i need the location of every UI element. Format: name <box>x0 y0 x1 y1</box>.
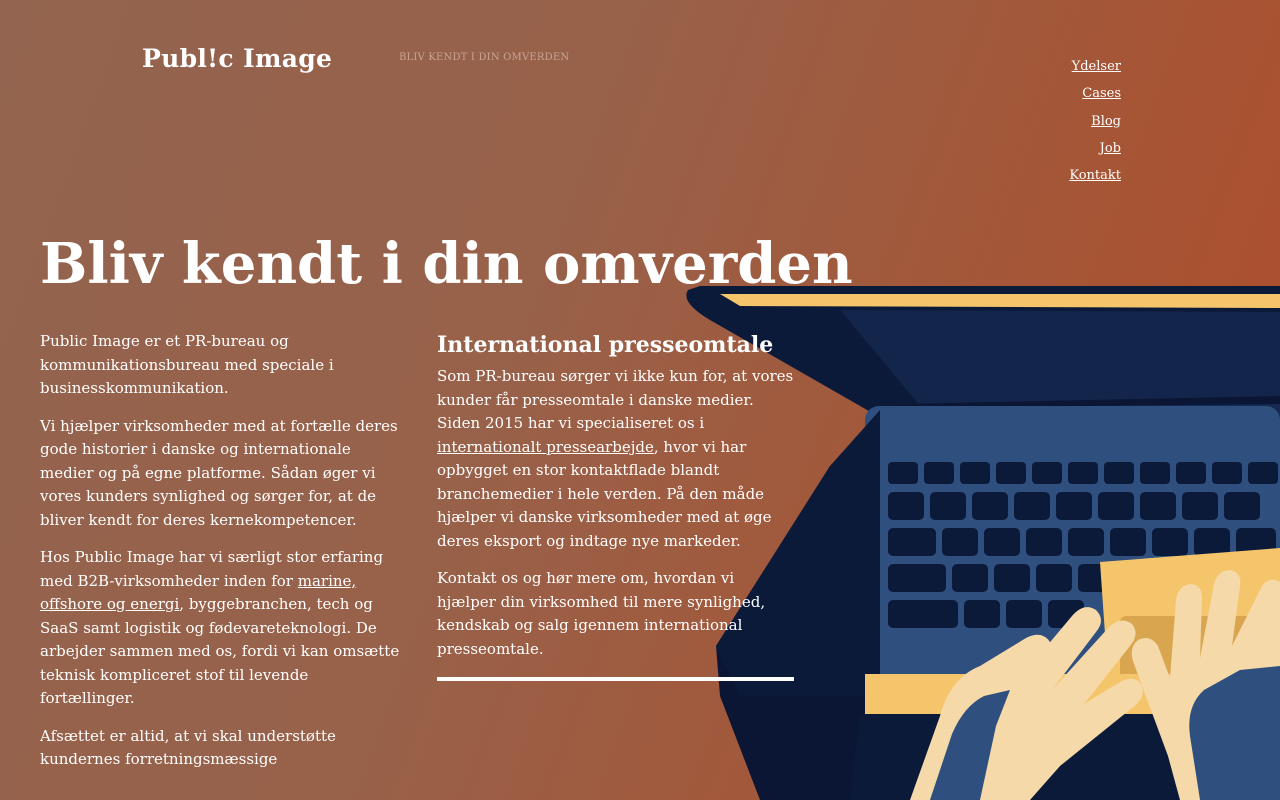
main-nav <box>1069 53 1121 189</box>
intro-paragraph-4: Afsættet er altid, at vi skal understøtte kundernes forretningsmæssige <box>40 726 336 768</box>
intro-column <box>40 330 402 786</box>
international-press-column <box>437 330 797 681</box>
site-logo[interactable]: Publ!c Image <box>142 44 333 73</box>
section-divider <box>437 677 794 681</box>
intro-paragraph-2: Vi hjælper virksomheder med at fortælle deres gode historier i danske og internationale medier og på egne platforme. Sådan øger vi vores kunders synlighed og sørger for, at de bliver kendt for deres kernekompetencer. <box>40 416 398 529</box>
press-paragraph-1-text-a: Som PR-bureau sørger vi ikke kun for, at vores kunder får presseomtale i danske medier. Siden 2015 har vi specialiseret os i <box>437 367 794 432</box>
intro-paragraph-1: Public Image er et PR-bureau og kommunikationsbureau med speciale i businesskommunikation. <box>40 332 334 397</box>
press-paragraph-1 <box>437 365 797 553</box>
nav-item-job[interactable]: Job <box>1099 140 1121 156</box>
nav-item-cases[interactable]: Cases <box>1082 86 1121 102</box>
nav-item-blog[interactable]: Blog <box>1091 113 1121 129</box>
press-paragraph-1-text-b: , hvor vi har opbygget en stor kontaktflade blandt branchemedier i hele verden. På den måde hjælper vi danske virksomheder med at øge deres eksport og indtage nye markeder. <box>437 437 772 550</box>
intro-paragraph-3 <box>40 546 402 711</box>
nav-item-ydelser[interactable]: Ydelser <box>1071 59 1121 74</box>
nav-item-kontakt[interactable]: Kontakt <box>1069 168 1121 184</box>
intro-paragraph-3-text-b: , byggebranchen, tech og SaaS samt logistik og fødevareteknologi. De arbejder sammen med os, fordi vi kan omsætte teknisk kompliceret stof til levende fortællinger. <box>40 595 400 707</box>
press-paragraph-2: Kontakt os og hør mere om, hvordan vi hjælper din virksomhed til mere synlighed, kendskab og salg igennem international presseomtale. <box>437 569 766 658</box>
international-press-link[interactable]: internationalt pressearbejde <box>437 437 654 456</box>
section-heading: International presseomtale <box>437 332 774 358</box>
marine-offshore-energi-link[interactable]: marine, offshore og energi <box>40 571 357 613</box>
intro-paragraph-3-text-a: Hos Public Image har vi særligt stor erfaring med B2B-virksomheder inden for <box>40 548 384 590</box>
site-tagline: BLIV KENDT I DIN OMVERDEN <box>399 52 570 63</box>
page-title: Bliv kendt i din omverden <box>40 231 853 297</box>
